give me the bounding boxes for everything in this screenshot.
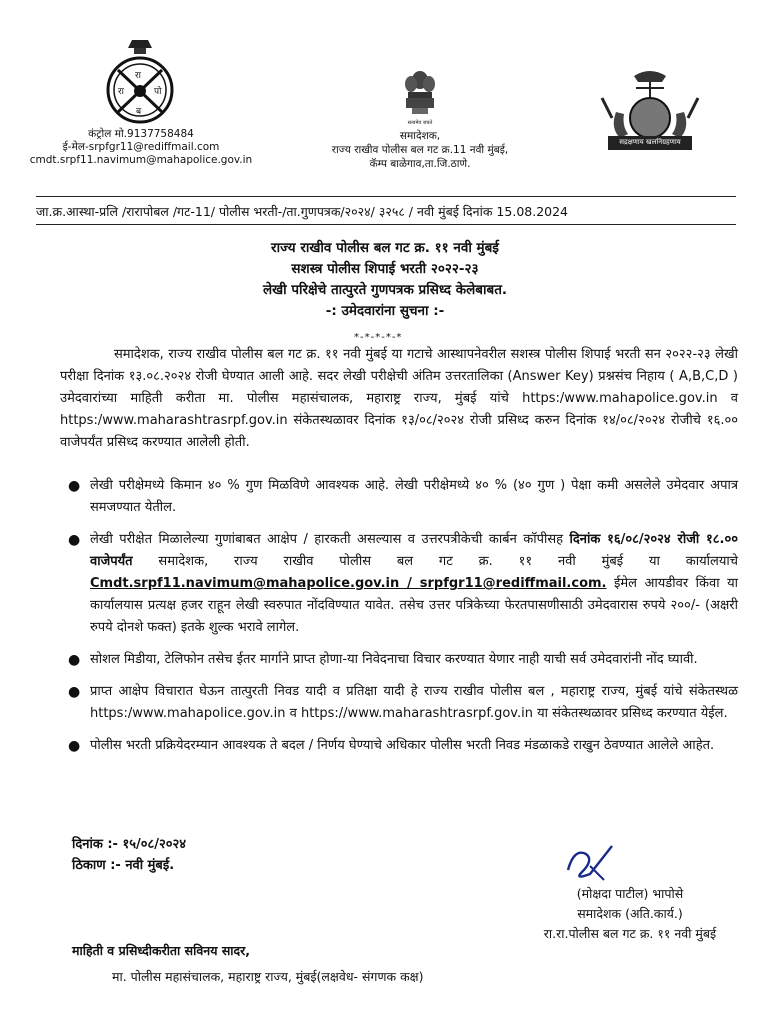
email-addresses[interactable]: Cmdt.srpf11.navimum@mahapolice.gov.in / srpfgr11@rediffmail.com. [90, 576, 607, 591]
info-line-1: माहिती व प्रसिध्दीकरीता सविनय सादर, [72, 943, 251, 958]
logo-letter-left: रा [118, 87, 125, 97]
bullet-icon: ● [68, 652, 81, 668]
logo-letter-right: पो [154, 87, 162, 97]
bullet-icon: ● [68, 532, 81, 548]
email-mahapolice: cmdt.srpf11.navimum@mahapolice.gov.in [29, 154, 253, 166]
srpf-group-logo [104, 36, 176, 128]
contact-info [6, 128, 276, 167]
bullet-icon: ● [68, 738, 81, 754]
signatory-name: (मोक्षदा पाटील) भापोसे [576, 886, 684, 901]
instruction-text-4: प्राप्त आक्षेप विचारात घेऊन तात्पुरती निवड यादी व प्रतिक्षा यादी हे राज्य राखीव पोलीस बल , महाराष्ट्र राज्य, मुंबई यांचे संकेतस्थळ https:/www.mahapolice.gov.in व https://www.maharashtrasrpf.gov.in या संकेतस्थळावर प्रसिध्द करण्यात येईल. [90, 684, 738, 721]
reference-number-line: जा.क्र.आस्था-प्रलि /रारापोबल /गट-11/ पोलीस भरती-/ता.गुणपत्रक/२०२४/ ३२५८ / नवी मुंबई दिनांक 15.08.2024 [36, 196, 736, 225]
instruction-item-5 [68, 735, 738, 757]
issue-place: ठिकाण :- नवी मुंबई. [72, 858, 175, 873]
instruction-text-2c: ईमेल आयडीवर किंवा या कार्यालयास प्रत्यक्ष हजर राहून लेखी स्वरुपात नोंदविण्यात यावेत. तसेच उत्तर पत्रिकेच्या फेरतपासणीसाठी उमेदवारास रुपये २००/- (अक्षरी रुपये दोनशे फक्त) इतके शुल्क भरावे लागेल. [90, 576, 738, 635]
address-line-1: समादेशक, [399, 130, 441, 142]
title-line-4: -: उमेदवारांना सुचना :- [325, 303, 445, 319]
address-line-3: कॅम्प बाळेगाव,ता.जि.ठाणे. [369, 158, 471, 170]
instruction-text-1: लेखी परीक्षेमध्ये किमान ४० % गुण मिळविणे आवश्यक आहे. लेखी परीक्षेमध्ये ४० % (४० गुण ) पेक्षा कमी असलेले उमेदवार अपात्र समजण्यात येतील. [90, 478, 738, 515]
signature-mark [560, 840, 620, 890]
logo-letter-top: रा [135, 71, 142, 81]
instruction-text-2a: लेखी परीक्षेत मिळालेल्या गुणांबाबत आक्षेप / हारकती असल्यास व उत्तरपत्रीकेची कार्बन कॉपीसह [90, 532, 564, 547]
signatory-office: रा.रा.पोलीस बल गट क्र. ११ नवी मुंबई [543, 926, 717, 941]
issue-date: दिनांक :- १५/०८/२०२४ [72, 837, 187, 852]
instruction-text-3: सोशल मिडीया, टेलिफोन तसेच ईतर मार्गाने प्राप्त होणा-या निवेदनाचा विचार करण्यात येणार नाही याची सर्व उमेदवारांनी नोंद घ्यावी. [90, 652, 698, 667]
instruction-item-1 [68, 475, 738, 519]
address-line-2: राज्य राखीव पोलीस बल गट क्र.11 नवी मुंबई, [331, 144, 509, 156]
instruction-item-2 [68, 529, 738, 639]
info-line-2: मा. पोलीस महासंचालक, महाराष्ट्र राज्य, मुंबई(लक्षवेध- संगणक कक्ष) [112, 969, 424, 984]
instruction-item-3 [68, 649, 738, 671]
title-line-1: राज्य राखीव पोलीस बल गट क्र. ११ नवी मुंबई [271, 240, 499, 256]
date-place-block [72, 834, 186, 876]
instruction-item-4 [68, 681, 738, 725]
bullet-icon: ● [68, 684, 81, 700]
ashoka-emblem-icon [402, 68, 438, 124]
emblem-banner: सद्रक्षणाय खलनिग्रहणाय [619, 138, 681, 146]
control-mobile: कंट्रोल मो.9137758484 [88, 128, 194, 140]
intro-paragraph: समादेशक, राज्य राखीव पोलीस बल गट क्र. ११ नवी मुंबई या गटाचे आस्थापनेवरील सशस्त्र पोलीस शिपाई भरती सन २०२२-२३ लेखी परीक्षा दिनांक १३.०८.२०२४ रोजी घेण्यात आली आहे. सदर लेखी परीक्षेची अंतिम उत्तरतालिका (Answer Key) प्रश्नसंच निहाय ( A,B,C,D ) उमेदवारांच्या माहिती करीता मा. पोलीस महासंचालक, महाराष्ट्र राज्य, मुंबई यांचे https:/www.mahapolice.gov.in व https:/www.maharashtrasrpf.gov.in संकेतस्थळावर दिनांक १३/०८/२०२४ रोजी प्रसिध्द करुन दिनांक १४/०८/२०२४ रोजीचे १६.०० वाजेपर्यंत प्रसिध्द करण्यात आलेली होती. [60, 347, 738, 450]
instruction-text-5: पोलीस भरती प्रक्रियेदरम्यान आवश्यक ते बदल / निर्णय घेण्याचे अधिकार पोलीस भरती निवड मंडळाकडे राखुन ठेवण्यात आलेले आहेत. [90, 738, 715, 753]
maharashtra-police-emblem-icon [594, 68, 706, 166]
title-line-2: सशस्त्र पोलीस शिपाई भरती २०२२-२३ [291, 261, 479, 277]
notice-title [120, 238, 650, 322]
title-line-3: लेखी परिक्षेचे तात्पुरते गुणपत्रक प्रसिध्द केलेबाबत. [262, 282, 508, 298]
emblem-caption: सत्यमेव जयते [407, 120, 433, 126]
signatory-designation: समादेशक (अति.कार्य.) [577, 906, 683, 921]
information-block [72, 938, 424, 990]
deadline-date: दिनांक १६/०८/२०२४ रोजी १८.०० वाजेपर्यंत [90, 532, 738, 569]
bullet-icon: ● [68, 478, 81, 494]
office-address [300, 129, 540, 171]
separator-stars: *-*-*-*-* [354, 332, 403, 343]
instructions-list [68, 475, 738, 767]
signatory-block [520, 884, 740, 944]
email-rediff: ई-मेल-srpfgr11@rediffmail.com [62, 141, 220, 153]
instruction-text-2b: समादेशक, राज्य राखीव पोलीस बल गट क्र. ११ नवी मुंबई या कार्यालयाचे [158, 554, 738, 569]
logo-letter-bottom: ब [136, 107, 142, 117]
